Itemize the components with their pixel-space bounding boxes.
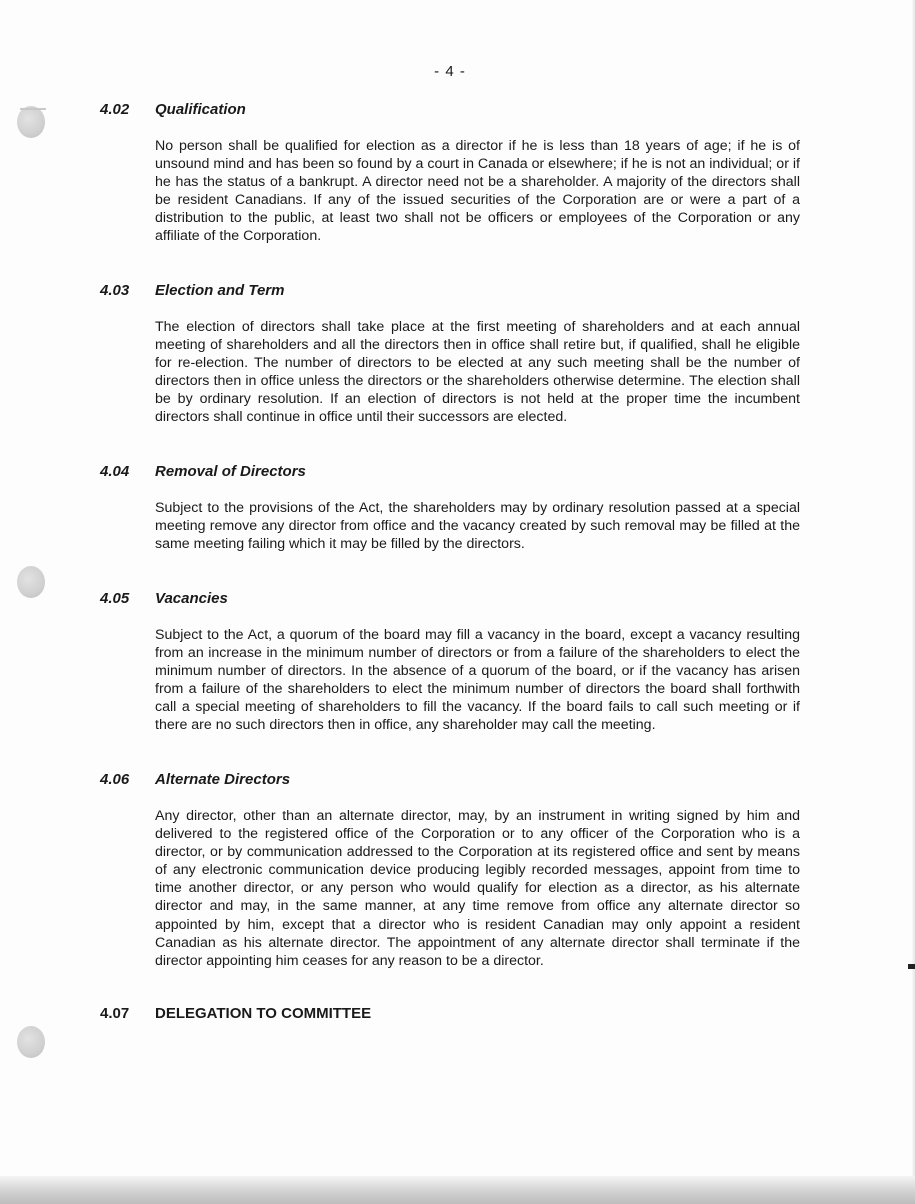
section-4-04 [100,462,800,553]
section-heading [100,770,800,790]
section-4-02 [100,100,800,246]
section-body: Subject to the provisions of the Act, the shareholders may by ordinary resolution passed at a special meeting remove any director from office and the vacancy created by such removal may be filled at the same meeting failing which it may be filled by the directors. [155,500,800,553]
section-body: No person shall be qualified for election as a director if he is less than 18 years of age; if he is of unsound mind and has been so found by a court in Canada or elsewhere; if he is not an individual; or if he has the status of a bankrupt. A director need not be a shareholder. A majority of the directors shall be resident Canadians. If any of the issued securities of the Corporation are or were a part of a distribution to the public, at least two shall not be officers or employees of the Corporation or any affiliate of the Corporation. [155,138,800,245]
section-heading [100,589,800,609]
scan-mark [908,964,915,969]
section-4-05 [100,589,800,735]
section-body: Subject to the Act, a quorum of the board may fill a vacancy in the board, except a vacancy resulting from an increase in the minimum number of directors or from a failure of the shareholders to elect the minimum number of directors. In the absence of a quorum of the board, or if the vacancy has arisen from a failure of the shareholders to elect the minimum number of directors the board shall forthwith call a special meeting of shareholders to fill the vacancy. If the board fails to call such meeting or if there are no such directors then in office, any shareholder may call the meeting. [155,627,800,734]
section-title: Election and Term [155,282,285,299]
scan-edge [911,0,915,1204]
punch-hole [17,1026,45,1058]
scan-mark [20,108,46,110]
section-number: 4.02 [100,101,130,118]
section-title: Vacancies [155,590,228,607]
section-title: Alternate Directors [155,771,291,788]
page-number: - 4 - [434,63,466,80]
section-number: 4.06 [100,771,130,788]
section-number: 4.05 [100,590,130,607]
section-number: 4.04 [100,463,130,480]
section-number: 4.07 [100,1005,130,1022]
scan-edge [0,1176,915,1204]
section-4-06 [100,770,800,970]
section-4-03 [100,281,800,427]
punch-hole [17,566,45,598]
punch-hole [17,106,45,138]
section-title: DELEGATION TO COMMITTEE [155,1005,372,1022]
section-title: Removal of Directors [155,463,306,480]
section-heading [100,281,800,301]
section-body: The election of directors shall take place at the first meeting of shareholders and at each annual meeting of shareholders and all the directors then in office shall retire but, if qualified, shall he eligible for re-election. The number of directors to be elected at any such meeting shall be the number of directors then in office unless the directors or the shareholders otherwise determine. The election shall be by ordinary resolution. If an election of directors is not held at the proper time the incumbent directors shall continue in office until their successors are elected. [155,319,800,426]
section-body: Any director, other than an alternate director, may, by an instrument in writing signed by him and delivered to the registered office of the Corporation or to any officer of the Corporation who is a director, or by communication addressed to the Corporation at its registered office and sent by means of any electronic communication device producing legibly recorded messages, appoint from time to time another director, or any person who would qualify for election as a director, as his alternate director and may, in the same manner, at any time remove from office any alternate director so appointed by him, except that a director who is resident Canadian may only appoint a resident Canadian as his alternate director. The appointment of any alternate director shall terminate if the director appointing him ceases for any reason to be a director. [155,808,800,969]
section-heading [100,100,800,120]
section-heading [100,462,800,482]
section-title: Qualification [155,101,246,118]
section-number: 4.03 [100,282,130,299]
section-heading [100,1004,800,1024]
section-4-07 [100,1004,800,1024]
